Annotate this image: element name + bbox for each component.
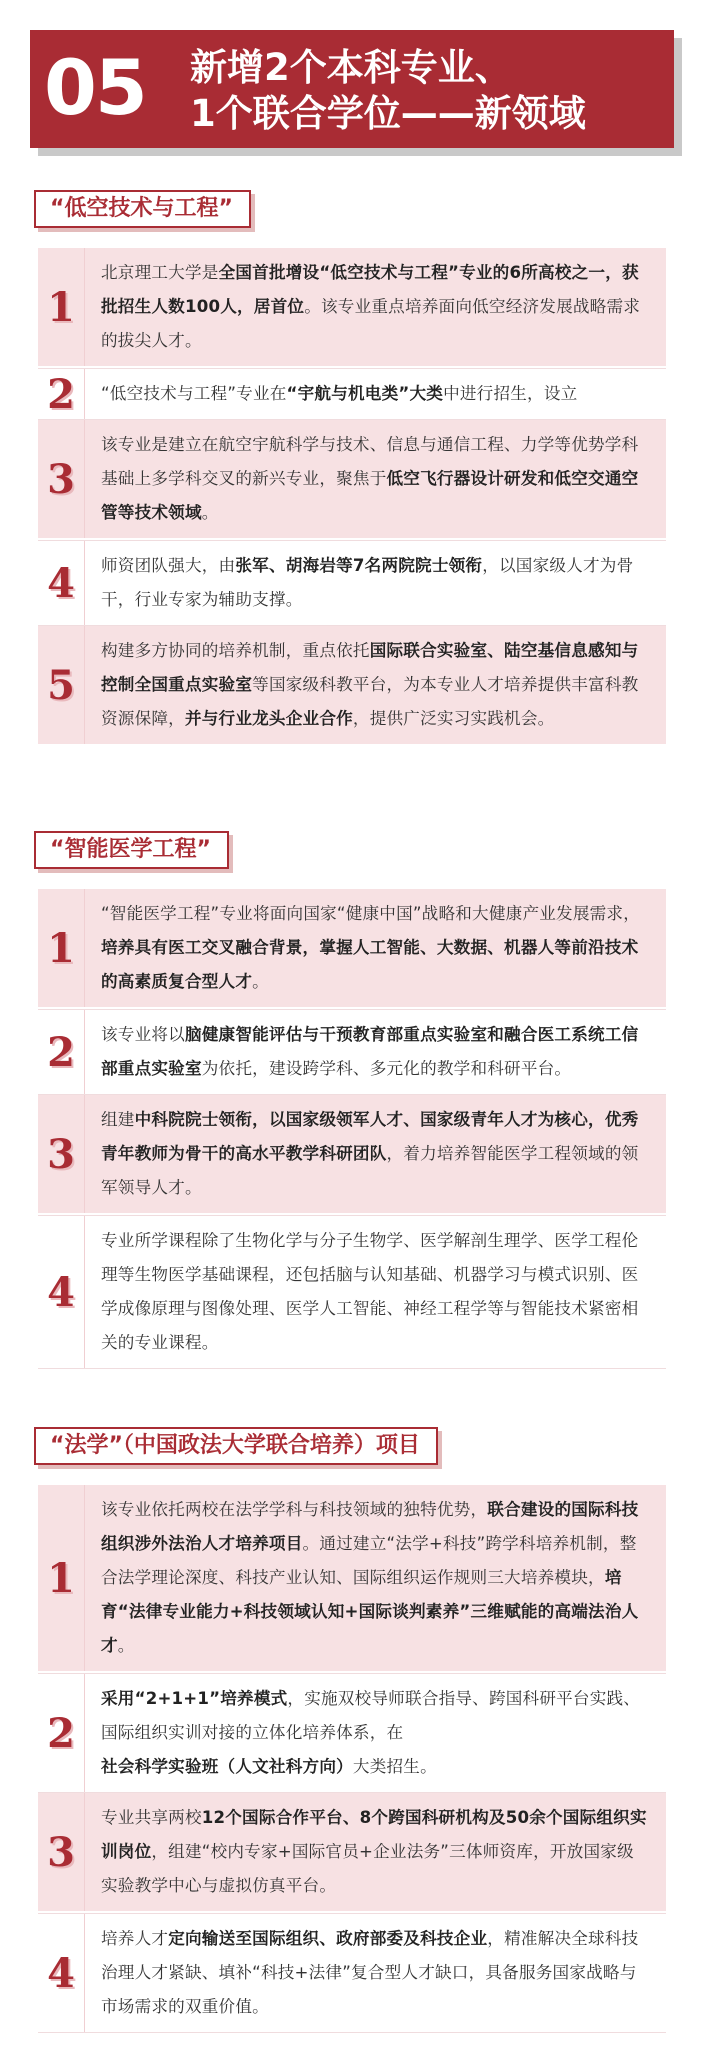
list-item [38,1009,666,1095]
item-text-span: 北京理工大学是 [101,263,219,282]
item-text-span: 构建多方协同的培养机制，重点依托 [101,641,370,660]
item-text [85,1010,666,1094]
list-item [38,1673,666,1793]
item-text-span: 组建 [101,1110,135,1129]
item-number: 3 [38,420,85,538]
item-number: 1 [38,889,85,1007]
section-medical [38,889,666,1369]
item-text [85,1793,666,1911]
list-item [38,1793,666,1913]
item-number: 2 [38,1010,85,1094]
item-text-bold: 全国首批增设“低空技术与工程”专业的6所高校之一，获批招生人数100人，居首位 [101,263,639,316]
item-text [85,369,666,419]
item-number: 1 [38,1485,85,1671]
item-text-span: 师资团队强大，由 [101,556,236,575]
list-item [38,1215,666,1369]
item-number: 2 [38,1674,85,1792]
item-text-bold: 联合建设的国际科技组织涉外法治人才培养项目 [101,1500,639,1553]
list-item [38,626,666,746]
item-text-span: ，组建“校内专家+国际官员+企业法务”三体师资库，开放国家级实验教学中心与虚拟仿真平台。 [101,1842,634,1895]
section-number: 05 [44,43,146,132]
item-text [85,1095,666,1213]
item-number: 3 [38,1095,85,1213]
item-text-bold: 培养具有医工交叉融合背景，掌握人工智能、大数据、机器人等前沿技术的高素质复合型人才 [101,938,639,991]
item-text [85,248,666,366]
list-item [38,248,666,368]
item-text-bold: 培育“法律专业能力+科技领域认知+国际谈判素养”三维赋能的高端法治人才 [101,1568,639,1655]
item-number: 4 [38,1216,85,1368]
item-text [85,1674,666,1792]
item-text-bold: 12个国际合作平台、8个跨国科研机构及50余个国际组织实训岗位 [101,1808,647,1861]
item-text-bold: 脑健康智能评估与干预教育部重点实验室和融合医工系统工信部重点实验室 [101,1025,639,1078]
item-text-span: ，以国家级人才为骨干，行业专家为辅助支撑。 [101,556,634,609]
item-text-span: 中进行招生，设立 [443,384,578,403]
section-law [38,1485,666,2033]
item-text-span: 专业所学课程除了生物化学与分子生物学、医学解剖生理学、医学工程伦理等生物医学基础课程，还包括脑与认知基础、机器学习与模式识别、医学成像原理与图像处理、医学人工智能、神经工程学等与智能技术紧密相关的专业课程。 [101,1231,639,1352]
item-text-span: 。 [201,503,219,522]
list-item [38,889,666,1009]
item-text-bold: 低空飞行器设计研发和低空交通空管等技术领域 [101,469,639,522]
item-text [85,1485,666,1671]
item-text-span: ，精准解决全球科技治理人才紧缺、填补“科技+法律”复合型人才缺口，具备服务国家战略与市场需求的双重价值。 [101,1929,639,2016]
item-number: 5 [38,626,85,744]
list-item [38,1485,666,1673]
item-text-span: 为依托，建设跨学科、多元化的教学和科研平台。 [201,1059,572,1078]
item-text [85,889,666,1007]
item-text-span: 专业共享两校 [101,1808,202,1827]
item-text [85,626,666,744]
item-text-span: 。 [252,972,269,991]
item-text-span: ，实施双校导师联合指导、跨国科研平台实践、国际组织实训对接的立体化培养体系，在 [101,1689,641,1742]
item-text-bold: 并与行业龙头企业合作 [184,709,353,728]
item-text-span: 等国家级科教平台，为本专业人才培养提供丰富科教资源保障， [101,675,639,728]
item-text-span: ，提供广泛实习实践机会。 [352,709,555,728]
section-tag-medical: “智能医学工程” [34,831,229,869]
item-text-bold: 中科院院士领衔，以国家级领军人才、国家级青年人才为核心，优秀青年教师为骨干的高水平教学科研团队 [101,1110,639,1163]
list-item [38,420,666,540]
item-text-span: 。通过建立“法学+科技”跨学科培养机制，整合法学理论深度、科技产业认知、国际组织运作规则三大培养模块， [101,1534,637,1587]
title-line-1: 新增2个本科专业、 [190,46,512,89]
title-line-2: 1个联合学位——新领域 [190,92,586,135]
item-text-span: “智能医学工程”专业将面向国家“健康中国”战略和大健康产业发展需求， [101,904,640,923]
list-item [38,540,666,626]
item-text-bold: 国际联合实验室、陆空基信息感知与控制全国重点实验室 [101,641,639,694]
item-text [85,1216,666,1368]
item-text-bold: 定向输送至国际组织、政府部委及科技企业 [168,1929,488,1948]
item-text-span: 。 [117,1636,135,1655]
list-item [38,1095,666,1215]
header-banner [30,30,674,148]
item-text-span: “低空技术与工程”专业在 [101,384,287,403]
item-number: 4 [38,541,85,625]
item-number: 4 [38,1914,85,2032]
section-tag-low-altitude: “低空技术与工程” [34,190,251,228]
list-item [38,368,666,420]
section-tag-law: “法学”（中国政法大学联合培养）项目 [34,1427,438,1465]
item-number: 3 [38,1793,85,1911]
item-text [85,541,666,625]
item-text-span: 培养人才 [101,1929,169,1948]
item-text-bold: 张军、胡海岩等7名两院院士领衔 [235,556,483,575]
item-text-bold: “宇航与机电类”大类 [286,384,444,403]
item-text-span: 该专业是建立在航空宇航科学与技术、信息与通信工程、力学等优势学科基础上多学科交叉的新兴专业，聚焦于 [101,435,639,488]
item-text-span: 大类招生。 [352,1757,437,1776]
item-text-bold: 采用“2+1+1”培养模式 [101,1689,288,1708]
item-text [85,420,666,538]
list-item [38,1913,666,2033]
item-text-span: ，着力培养智能医学工程领域的领军领导人才。 [101,1144,639,1197]
item-number: 1 [38,248,85,366]
item-text-bold: 社会科学实验班（人文社科方向） [101,1757,353,1776]
section-low-altitude [38,248,666,746]
item-text-span: 。该专业重点培养面向低空经济发展战略需求的拔尖人才。 [101,297,641,350]
item-text-span: 该专业依托两校在法学学科与科技领域的独特优势， [101,1500,488,1519]
item-number: 2 [38,369,85,419]
item-text-span: 该专业将以 [101,1025,185,1044]
item-text [85,1914,666,2032]
